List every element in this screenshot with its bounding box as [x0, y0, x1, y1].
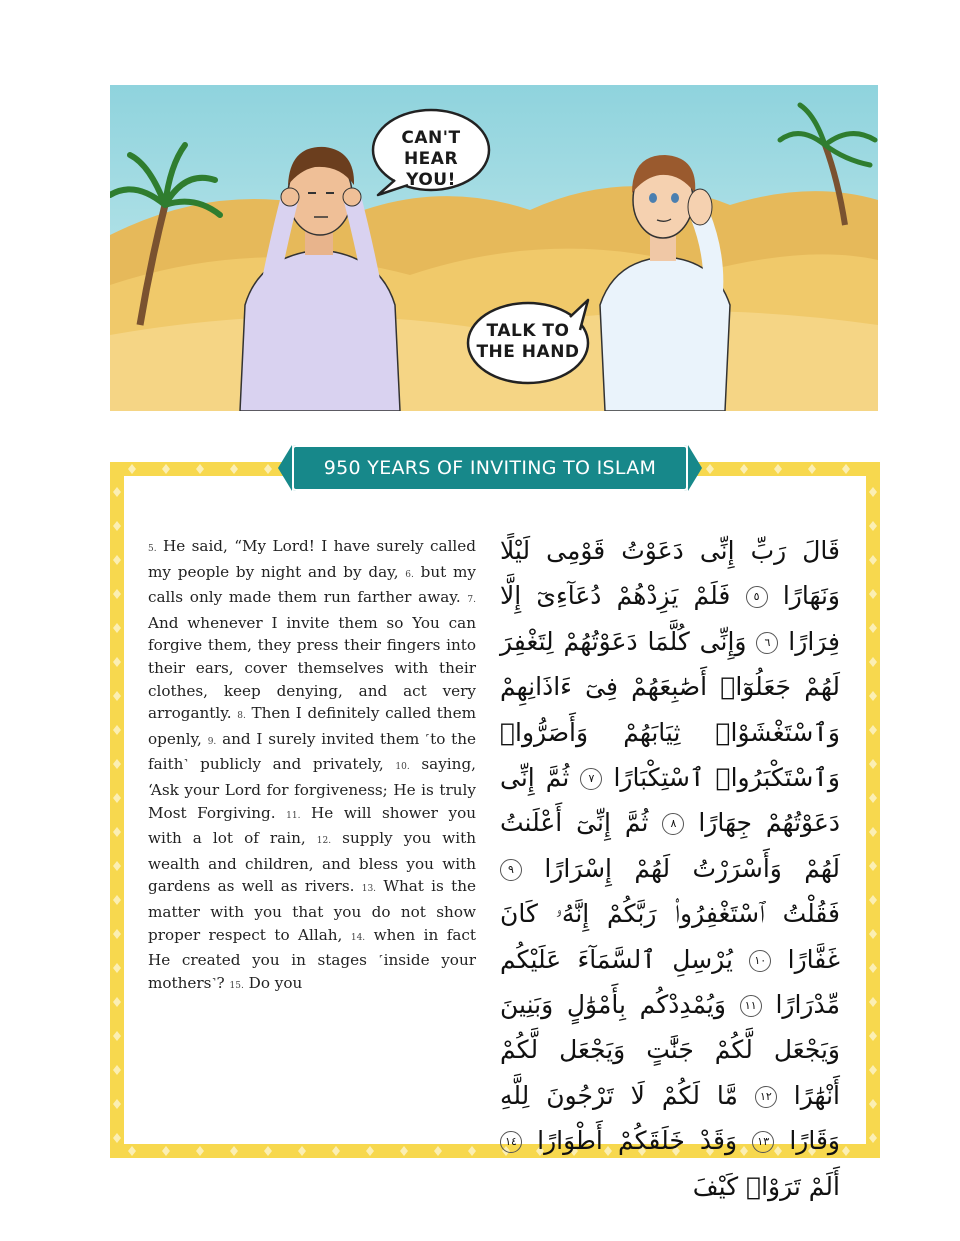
frame-motif: [774, 464, 782, 474]
verse-text: but my calls only made them run farther away.: [148, 562, 476, 607]
banner-right-point: [688, 445, 702, 491]
frame-motif: [113, 759, 121, 769]
ayah-marker: ١٠: [749, 950, 771, 972]
arabic-verse: فَلَمْ يَزِدْهُمْ دُعَآءِىٓ إِلَّا فِرَارًا: [500, 581, 841, 656]
frame-motif: [869, 827, 877, 837]
ayah-marker: ٨: [662, 813, 684, 835]
speech-text-left: CAN'T HEAR YOU!: [401, 128, 461, 190]
verse-text: And whenever I invite them so You can forgive them, they press their fingers into their ears, cover themselves with their clothes, keep denying, and act very arrogantly.: [148, 613, 476, 723]
verse-text: supply you with wealth and children, and bless you with gardens as well as rivers.: [148, 829, 477, 896]
verse-number: 10.: [395, 762, 410, 773]
frame-motif: [400, 1146, 408, 1156]
frame-motif: [869, 589, 877, 599]
frame-motif: [113, 657, 121, 667]
frame-motif: [113, 487, 121, 497]
frame-motif: [869, 691, 877, 701]
frame-motif: [230, 464, 238, 474]
verse-number: 7.: [467, 595, 476, 606]
section-title: 950 YEARS OF INVITING TO ISLAM: [323, 457, 657, 479]
arabic-verse: أَلَمْ تَرَوْا۟ كَيْفَ: [692, 1171, 840, 1201]
section-title-banner: [292, 445, 688, 491]
frame-motif: [113, 1031, 121, 1041]
verse-text: He said, “My Lord! I have surely called my people by night and by day,: [148, 537, 476, 581]
frame-motif: [113, 963, 121, 973]
arabic-verse: مَّا لَكُمْ لَا تَرْجُونَ لِلَّهِ وَقَارًا: [500, 1080, 841, 1156]
verse-number: 8.: [237, 711, 246, 722]
arabic-verse: وَقَدْ خَلَقَكُمْ أَطْوَارًا: [522, 1126, 738, 1156]
frame-motif: [113, 1133, 121, 1143]
verse-number: 15.: [229, 980, 244, 991]
frame-motif: [113, 997, 121, 1007]
arabic-verse: وَإِنِّى كُلَّمَا دَعَوْتُهُمْ لِتَغْفِرَ لَهُمْ جَعَلُوٓا۟ أَصَٰبِعَهُمْ فِىٓ ءَاذَانِهِمْ وَٱسْتَغْشَوْا۟ ثِيَابَهُمْ وَأَصَرُّوا۟ وَٱسْتَكْبَرُوا۟ ٱسْتِكْبَارًا: [500, 626, 840, 793]
ayah-marker: ٩: [500, 859, 522, 881]
frame-motif: [332, 1146, 340, 1156]
frame-motif: [869, 1031, 877, 1041]
frame-motif: [113, 827, 121, 837]
frame-motif: [113, 895, 121, 905]
frame-motif: [869, 657, 877, 667]
speech-text-right: TALK TO THE HAND: [476, 321, 580, 362]
verse-number: 6.: [405, 569, 414, 580]
arabic-verse: يُرْسِلِ ٱلسَّمَآءَ عَلَيْكُم مِّدْرَارًا: [500, 944, 841, 1020]
frame-motif: [113, 861, 121, 871]
arabic-text: [500, 528, 840, 1209]
frame-motif: [162, 464, 170, 474]
arabic-verse: ثُمَّ إِنِّىٓ أَعْلَنتُ لَهُمْ وَأَسْرَرْتُ لَهُمْ إِسْرَارًا: [500, 808, 840, 883]
ayah-marker: ٦: [756, 632, 778, 654]
frame-motif: [113, 793, 121, 803]
translation-text: [148, 535, 476, 997]
verse-text: Do you: [243, 973, 303, 992]
frame-motif: [113, 691, 121, 701]
frame-motif: [162, 1146, 170, 1156]
frame-motif: [869, 555, 877, 565]
frame-motif: [842, 464, 850, 474]
frame-motif: [113, 1099, 121, 1109]
verse-number: 14.: [350, 932, 366, 943]
frame-motif: [113, 725, 121, 735]
frame-motif: [366, 1146, 374, 1156]
ayah-marker: ١٢: [755, 1086, 777, 1108]
frame-motif: [706, 464, 714, 474]
frame-motif: [869, 929, 877, 939]
frame-motif: [869, 997, 877, 1007]
verse-text: He will shower you with a lot of rain,: [148, 803, 476, 848]
frame-motif: [264, 464, 272, 474]
ayah-marker: ٧: [580, 768, 602, 790]
frame-motif: [196, 1146, 204, 1156]
verse-text: What is the matter with you that you do not show proper respect to Allah,: [148, 877, 476, 944]
frame-motif: [869, 895, 877, 905]
frame-motif: [113, 1065, 121, 1075]
verse-number: 5.: [148, 544, 157, 554]
frame-motif: [128, 1146, 136, 1156]
frame-motif: [298, 1146, 306, 1156]
verse-text: Then I definitely called them openly,: [148, 704, 476, 748]
frame-motif: [869, 793, 877, 803]
verse-number: 11.: [286, 810, 301, 821]
frame-motif: [113, 929, 121, 939]
ayah-marker: ٥: [746, 586, 768, 608]
frame-motif: [842, 1146, 850, 1156]
frame-motif: [808, 464, 816, 474]
frame-motif: [869, 725, 877, 735]
frame-motif: [869, 521, 877, 531]
verse-text: and I surely invited them ˹to the faith˺ publicly and privately,: [148, 729, 477, 774]
frame-motif: [128, 464, 136, 474]
frame-motif: [196, 464, 204, 474]
frame-motif: [113, 555, 121, 565]
verse-number: 9.: [207, 736, 217, 747]
verse-number: 13.: [361, 884, 377, 895]
frame-motif: [869, 487, 877, 497]
arabic-verse: فَقُلْتُ ٱسْتَغْفِرُوا۟ رَبَّكُمْ إِنَّهُۥ كَانَ غَفَّارًا: [500, 899, 840, 974]
frame-motif: [113, 589, 121, 599]
ayah-marker: ١٣: [752, 1131, 774, 1153]
frame-motif: [113, 623, 121, 633]
frame-motif: [434, 1146, 442, 1156]
arabic-verse: وَيُمْدِدْكُم بِأَمْوَٰلٍ وَبَنِينَ وَيَجْعَل لَّكُمْ جَنَّٰتٍ وَيَجْعَل لَّكُمْ أَنْهَٰرًا: [500, 990, 840, 1110]
arabic-verse: ثُمَّ إِنِّى دَعَوْتُهُمْ جِهَارًا: [500, 763, 841, 838]
verse-number: 12.: [316, 836, 332, 847]
frame-motif: [869, 623, 877, 633]
banner-left-point: [278, 445, 292, 491]
frame-motif: [468, 1146, 476, 1156]
frame-motif: [869, 861, 877, 871]
verse-text: saying, ‘Ask your Lord for forgiveness; He is truly Most Forgiving.: [148, 755, 476, 822]
arabic-verse: قَالَ رَبِّ إِنِّى دَعَوْتُ قَوْمِى لَيْلًا وَنَهَارًا: [500, 536, 841, 611]
frame-motif: [230, 1146, 238, 1156]
comic-illustration: [110, 85, 878, 411]
frame-motif: [869, 963, 877, 973]
ayah-marker: ١١: [740, 995, 762, 1017]
frame-motif: [869, 1099, 877, 1109]
frame-motif: [869, 1133, 877, 1143]
verse-text: when in fact He created you in stages ˹inside your mothers˺?: [148, 925, 476, 992]
frame-motif: [113, 521, 121, 531]
frame-motif: [740, 464, 748, 474]
frame-motif: [869, 759, 877, 769]
ayah-marker: ١٤: [500, 1131, 522, 1153]
frame-motif: [869, 1065, 877, 1075]
frame-motif: [264, 1146, 272, 1156]
